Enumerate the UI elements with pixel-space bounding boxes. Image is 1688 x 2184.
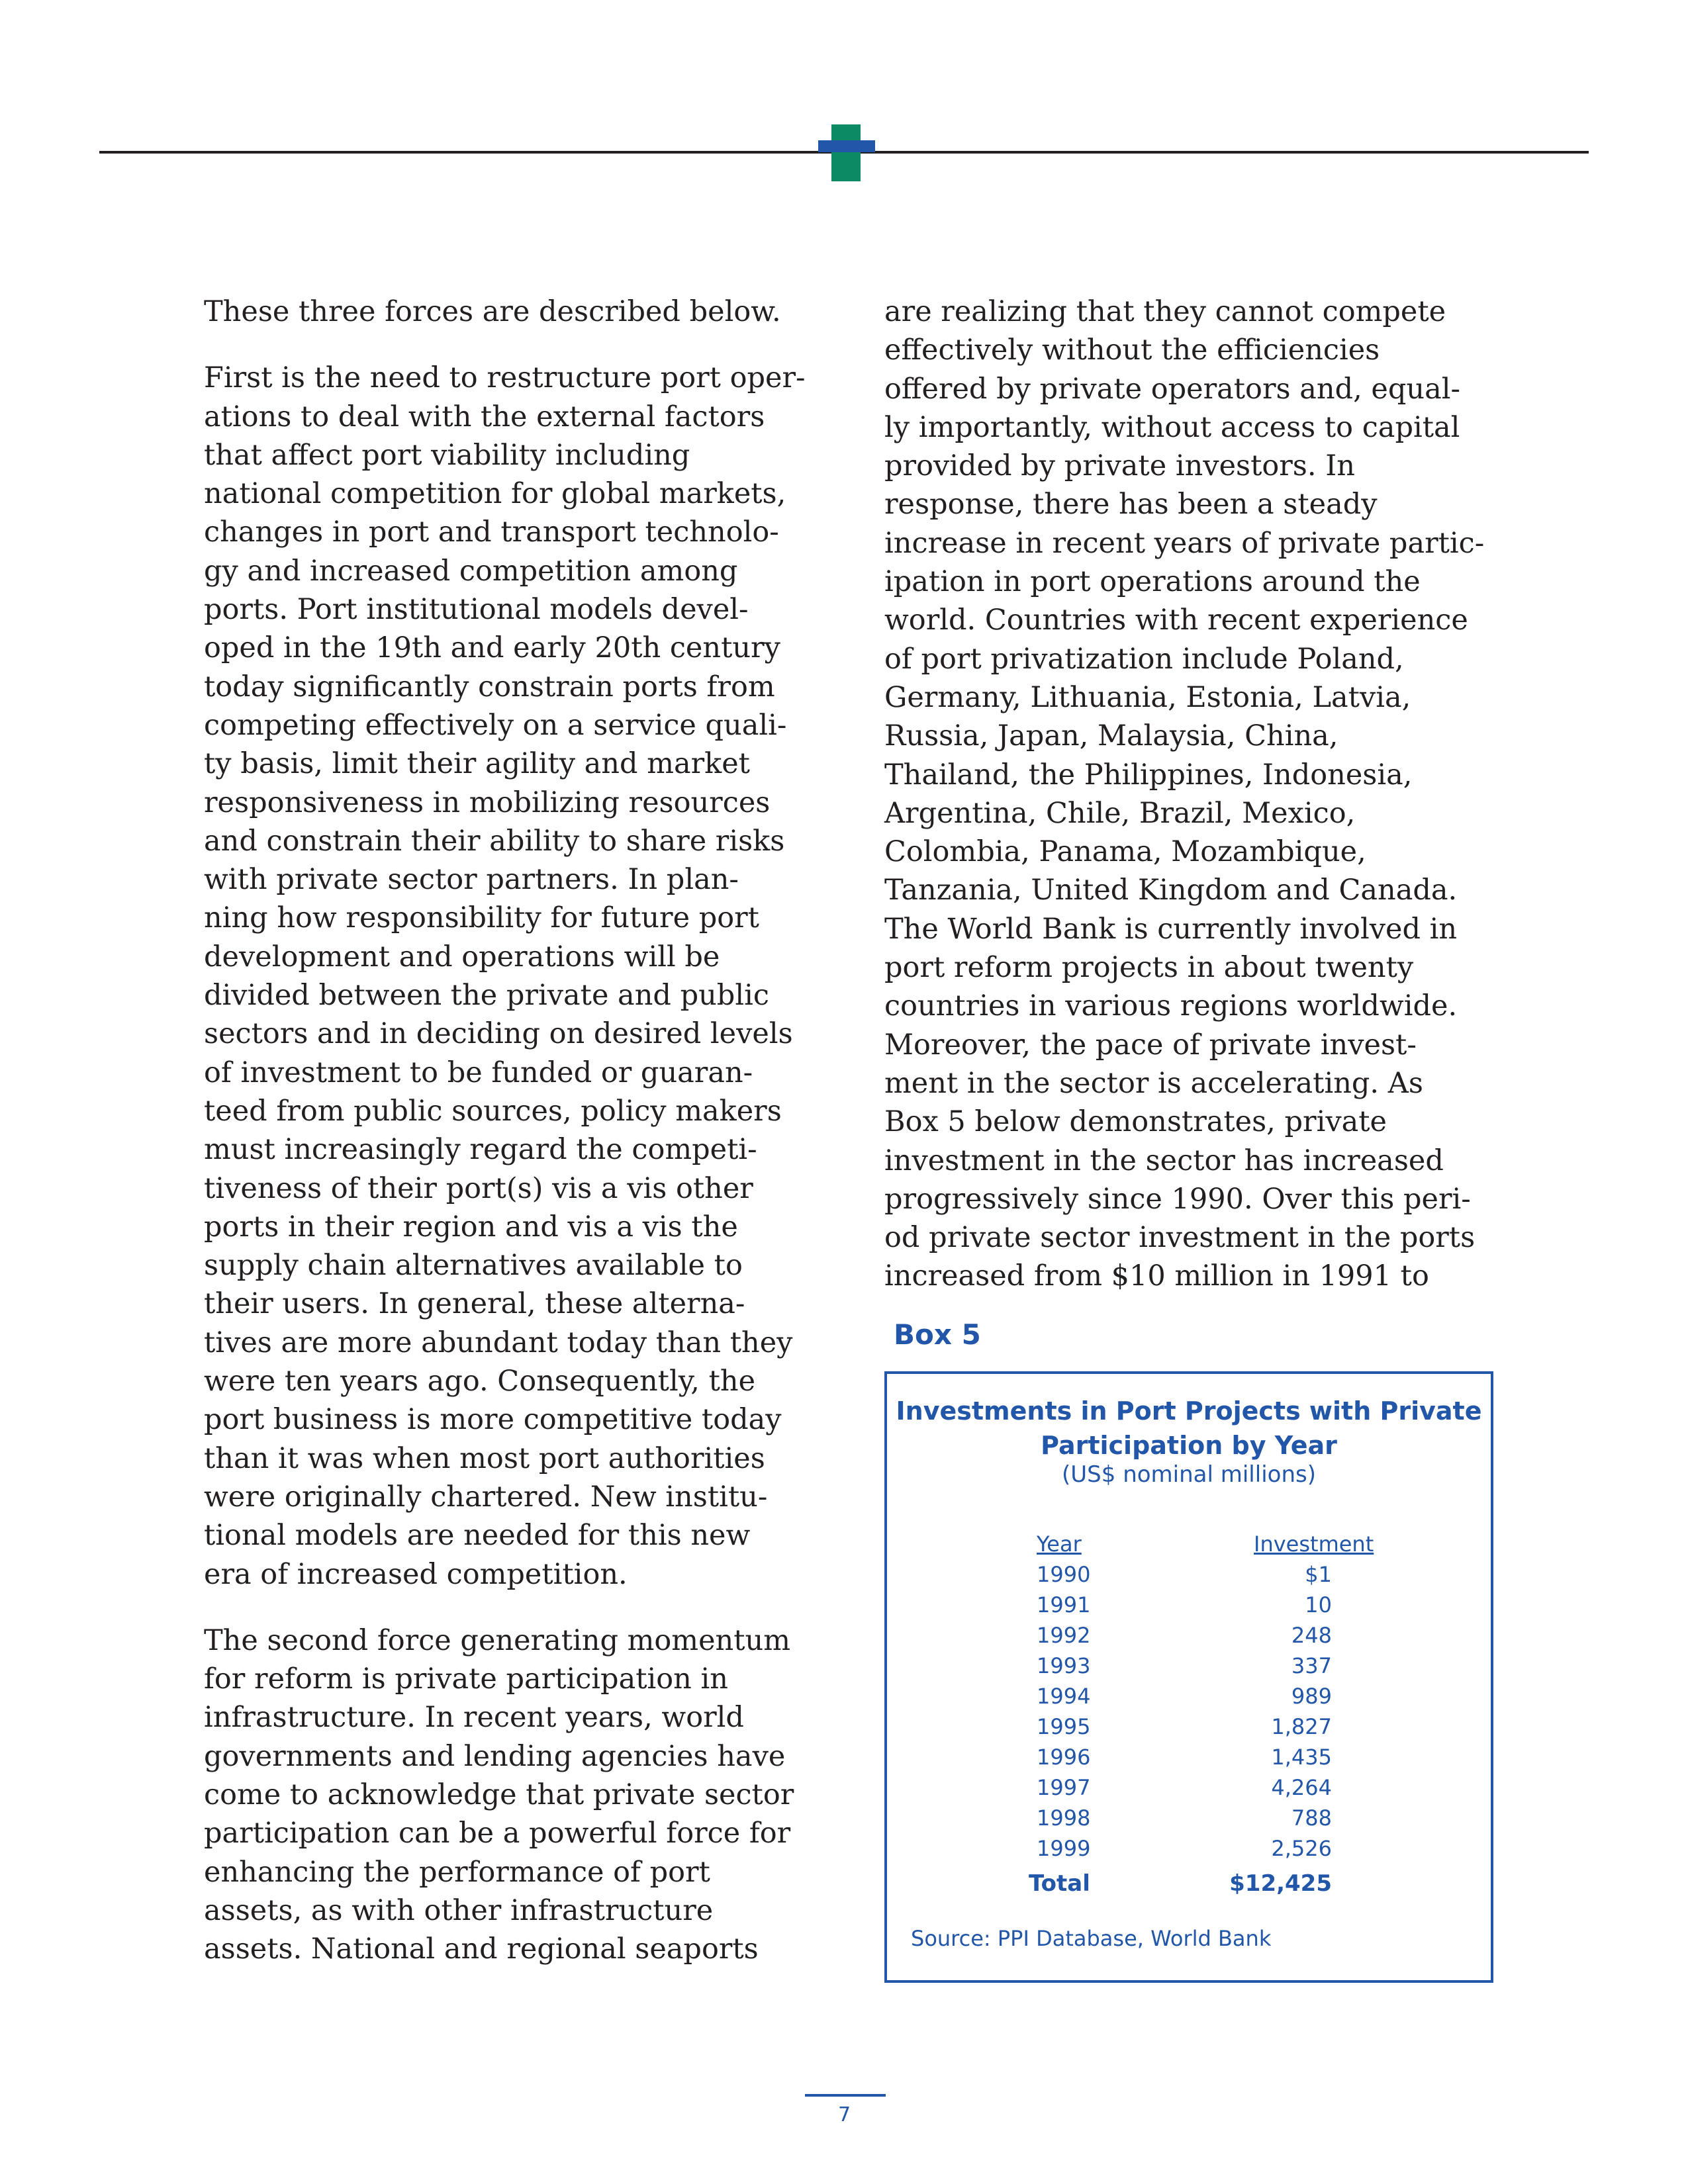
year-cell: 1990 — [1037, 1562, 1091, 1587]
text-line: Argentina, Chile, Brazil, Mexico, — [884, 796, 1356, 830]
table-row — [887, 1745, 1491, 1775]
text-line: sectors and in deciding on desired levels — [204, 1017, 793, 1051]
header-cross-mark-vertical — [831, 124, 861, 181]
investment-cell: $1 — [1305, 1562, 1332, 1587]
text-line: enhancing the performance of port — [204, 1855, 710, 1889]
text-line: assets. National and regional seaports — [204, 1933, 759, 1966]
page-number: 7 — [838, 2103, 851, 2126]
box-title — [887, 1394, 1491, 1463]
paragraph-first-force — [204, 359, 833, 1594]
investment-cell: 4,264 — [1271, 1775, 1332, 1800]
text-line: ment in the sector is accelerating. As — [884, 1066, 1423, 1100]
year-cell: 1998 — [1037, 1805, 1091, 1831]
text-line: increase in recent years of private partic- — [884, 526, 1485, 560]
text-line: The second force generating momentum — [204, 1623, 790, 1657]
investment-box — [884, 1371, 1493, 1983]
table-header — [887, 1531, 1491, 1561]
text-line: gy and increased competition among — [204, 554, 738, 588]
investment-cell: 1,435 — [1271, 1745, 1332, 1770]
year-cell: 1993 — [1037, 1653, 1091, 1678]
text-line: divided between the private and public — [204, 979, 769, 1013]
year-cell: 1992 — [1037, 1623, 1091, 1648]
column-header-year: Year — [1037, 1531, 1082, 1557]
text-line: countries in various regions worldwide. — [884, 989, 1458, 1023]
year-cell: 1994 — [1037, 1684, 1091, 1709]
text-line: port business is more competitive today — [204, 1403, 782, 1437]
table-row — [887, 1684, 1491, 1714]
text-line: are realizing that they cannot compete — [884, 295, 1446, 328]
text-line: governments and lending agencies have — [204, 1739, 786, 1773]
box-source: Source: PPI Database, World Bank — [911, 1926, 1272, 1951]
table-row — [887, 1562, 1491, 1592]
text-line: ly importantly, without access to capital — [884, 410, 1460, 444]
text-line: their users. In general, these alterna- — [204, 1287, 745, 1321]
table-row — [887, 1592, 1491, 1623]
text-line: participation can be a powerful force for — [204, 1817, 791, 1850]
investment-cell: 788 — [1291, 1805, 1332, 1831]
box-subtitle: (US$ nominal millions) — [1062, 1461, 1316, 1488]
text-line: The World Bank is currently involved in — [884, 912, 1458, 946]
investment-cell: 989 — [1291, 1684, 1332, 1709]
text-line: These three forces are described below. — [204, 295, 781, 328]
text-line: Tanzania, United Kingdom and Canada. — [884, 874, 1458, 907]
text-line: Thailand, the Philippines, Indonesia, — [884, 758, 1413, 792]
text-line: First is the need to restructure port oper- — [204, 361, 806, 395]
text-line: than it was when most port authorities — [204, 1441, 765, 1475]
text-line: tional models are needed for this new — [204, 1519, 751, 1553]
text-line: offered by private operators and, equal- — [884, 372, 1461, 406]
table-row — [887, 1714, 1491, 1745]
text-line: ations to deal with the external factors — [204, 400, 765, 433]
investment-cell: 10 — [1305, 1592, 1332, 1617]
total-value: $12,425 — [1229, 1870, 1332, 1897]
text-line: provided by private investors. In — [884, 449, 1355, 483]
text-line: of investment to be funded or guaran- — [204, 1056, 753, 1089]
right-column — [884, 293, 1513, 1296]
year-cell: 1991 — [1037, 1592, 1091, 1617]
table-row — [887, 1805, 1491, 1836]
footer-rule — [805, 2094, 886, 2097]
text-line: must increasingly regard the competi- — [204, 1133, 757, 1167]
investment-cell: 248 — [1291, 1623, 1332, 1648]
year-cell: 1999 — [1037, 1836, 1091, 1861]
text-line: assets, as with other infrastructure — [204, 1893, 714, 1927]
text-line: Russia, Japan, Malaysia, China, — [884, 719, 1338, 753]
box-label: Box 5 — [894, 1318, 981, 1351]
text-line: development and operations will be — [204, 940, 720, 974]
year-cell: 1995 — [1037, 1714, 1091, 1739]
text-line: were originally chartered. New institu- — [204, 1480, 768, 1514]
table-row — [887, 1775, 1491, 1805]
text-line: that affect port viability including — [204, 438, 690, 472]
paragraph-continued — [884, 293, 1513, 1296]
text-line: ipation in port operations around the — [884, 565, 1421, 599]
text-line: response, there has been a steady — [884, 488, 1378, 522]
text-line: today significantly constrain ports from — [204, 670, 775, 704]
text-line: responsiveness in mobilizing resources — [204, 786, 771, 819]
text-line: for reform is private participation in — [204, 1662, 728, 1696]
header-cross-mark-horizontal — [818, 140, 875, 152]
table-row — [887, 1836, 1491, 1866]
text-line: investment in the sector has increased — [884, 1144, 1444, 1177]
text-line: ports. Port institutional models devel- — [204, 593, 749, 627]
text-line: and constrain their ability to share risks — [204, 824, 785, 858]
text-line: progressively since 1990. Over this peri- — [884, 1182, 1471, 1216]
text-line: effectively without the efficiencies — [884, 334, 1380, 367]
total-label: Total — [1029, 1870, 1090, 1897]
text-line: era of increased competition. — [204, 1557, 628, 1591]
box-title-line: Investments in Port Projects with Private — [896, 1396, 1482, 1426]
text-line: Colombia, Panama, Mozambique, — [884, 835, 1366, 869]
text-line: oped in the 19th and early 20th century — [204, 631, 780, 665]
investment-cell: 2,526 — [1271, 1836, 1332, 1861]
text-line: Box 5 below demonstrates, private — [884, 1105, 1387, 1139]
text-line: port reform projects in about twenty — [884, 951, 1414, 985]
text-line: ports in their region and vis a vis the — [204, 1210, 738, 1244]
box-title-line: Participation by Year — [1041, 1431, 1337, 1460]
text-line: come to acknowledge that private sector — [204, 1778, 794, 1811]
left-column — [204, 293, 833, 1968]
year-cell: 1997 — [1037, 1775, 1091, 1800]
text-line: increased from $10 million in 1991 to — [884, 1259, 1429, 1293]
text-line: ning how responsibility for future port — [204, 901, 759, 935]
text-line: infrastructure. In recent years, world — [204, 1701, 744, 1735]
text-line: tiveness of their port(s) vis a vis other — [204, 1171, 753, 1205]
text-line: changes in port and transport technolo- — [204, 516, 779, 549]
text-line: competing effectively on a service quali- — [204, 708, 787, 742]
text-line: Moreover, the pace of private invest- — [884, 1028, 1417, 1062]
text-line: of port privatization include Poland, — [884, 642, 1404, 676]
text-line: od private sector investment in the ports — [884, 1221, 1476, 1255]
text-line: supply chain alternatives available to — [204, 1249, 743, 1283]
text-line: with private sector partners. In plan- — [204, 863, 739, 897]
table-row — [887, 1623, 1491, 1653]
investment-cell: 1,827 — [1271, 1714, 1332, 1739]
text-line: ty basis, limit their agility and market — [204, 747, 750, 781]
text-line: Germany, Lithuania, Estonia, Latvia, — [884, 680, 1411, 714]
investment-cell: 337 — [1291, 1653, 1332, 1678]
column-header-investment: Investment — [1254, 1531, 1374, 1557]
paragraph-intro — [204, 293, 833, 331]
text-line: world. Countries with recent experience — [884, 604, 1468, 637]
text-line: tives are more abundant today than they — [204, 1326, 793, 1359]
text-line: national competition for global markets, — [204, 477, 786, 511]
paragraph-second-force — [204, 1621, 833, 1969]
year-cell: 1996 — [1037, 1745, 1091, 1770]
table-row — [887, 1653, 1491, 1684]
text-line: were ten years ago. Consequently, the — [204, 1365, 756, 1398]
text-line: teed from public sources, policy makers — [204, 1094, 782, 1128]
